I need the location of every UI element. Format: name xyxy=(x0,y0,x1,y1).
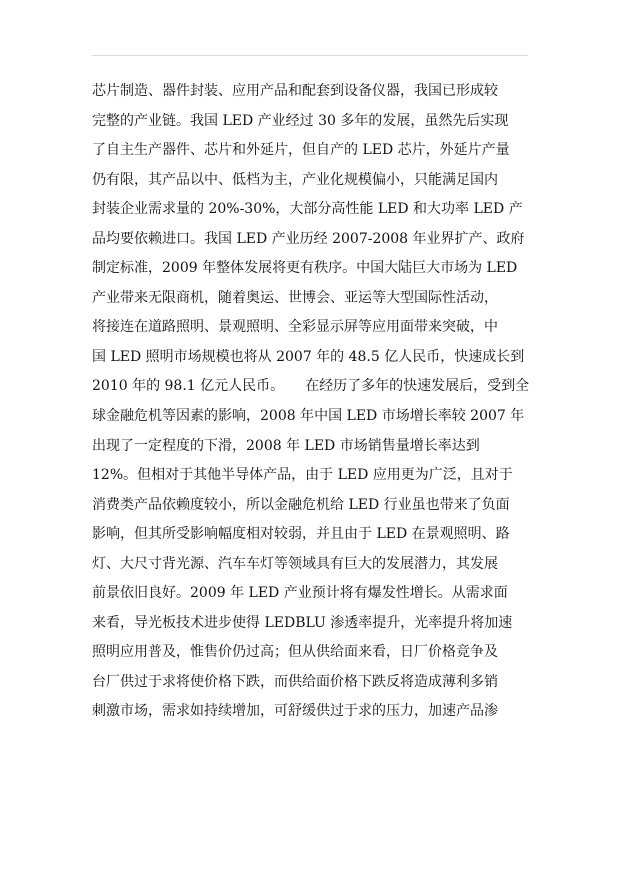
text-line: 芯片制造、器件封装、应用产品和配套到设备仪器，我国已形成较 xyxy=(92,83,498,99)
text-line: 球金融危机等因素的影响，2008 年中国 LED 市场增长率较 2007 年 xyxy=(92,408,525,425)
text-line: 12%。但相对于其他半导体产品，由于 LED 应用更为广泛，且对于 xyxy=(92,467,513,484)
text-line: 完整的产业链。我国 LED 产业经过 30 多年的发展，虽然先后实现 xyxy=(92,112,509,129)
text-line: 封装企业需求量的 20%-30%，大部分高性能 LED 和大功率 LED 产 xyxy=(92,201,523,218)
text-line: 影响，但其所受影响幅度相对较弱，并且由于 LED 在景观照明、路 xyxy=(92,526,510,543)
text-line: 将接连在道路照明、景观照明、全彩显示屏等应用面带来突破，中 xyxy=(92,319,498,336)
text-line: 灯、大尺寸背光源、汽车车灯等领域具有巨大的发展潜力，其发展 xyxy=(92,555,498,572)
text-line: 刺激市场，需求如持续增加，可舒缓供过于求的压力，加速产品渗 xyxy=(92,703,498,720)
text-line: 来看，导光板技术进步使得 LEDBLU 渗透率提升，光率提升将加速 xyxy=(92,614,513,631)
text-line: 产业带来无限商机，随着奥运、世博会、亚运等大型国际性活动， xyxy=(92,289,498,306)
text-line: 台厂供过于求将使价格下跌，而供给面价格下跌反将造成薄利多销 xyxy=(92,673,498,690)
text-line: 2010 年的 98.1 亿元人民币。 在经历了多年的快速发展后，受到全 xyxy=(92,378,530,395)
text-line: 出现了一定程度的下滑，2008 年 LED 市场销售量增长率达到 xyxy=(92,437,480,454)
text-line: 制定标准，2009 年整体发展将更有秩序。中国大陆巨大市场为 LED xyxy=(92,260,518,277)
text-line: 前景依旧良好。2009 年 LED 产业预计将有爆发性增长。从需求面 xyxy=(92,585,508,602)
header-rule xyxy=(92,55,528,56)
text-line: 仍有限，其产品以中、低档为主，产业化规模偏小，只能满足国内 xyxy=(92,171,498,188)
text-line: 了自主生产器件、芯片和外延片，但自产的 LED 芯片，外延片产量 xyxy=(92,142,510,159)
text-line: 国 LED 照明市场规模也将从 2007 年的 48.5 亿人民币，快速成长到 xyxy=(92,348,525,365)
text-line: 消费类产品依赖度较小，所以金融危机给 LED 行业虽也带来了负面 xyxy=(92,496,510,513)
text-line: 照明应用普及，惟售价仍过高；但从供给面来看，日厂价格竞争及 xyxy=(92,644,498,661)
text-line: 品均要依赖进口。我国 LED 产业历经 2007-2008 年业界扩产、政府 xyxy=(92,230,525,247)
body-text xyxy=(92,77,532,727)
